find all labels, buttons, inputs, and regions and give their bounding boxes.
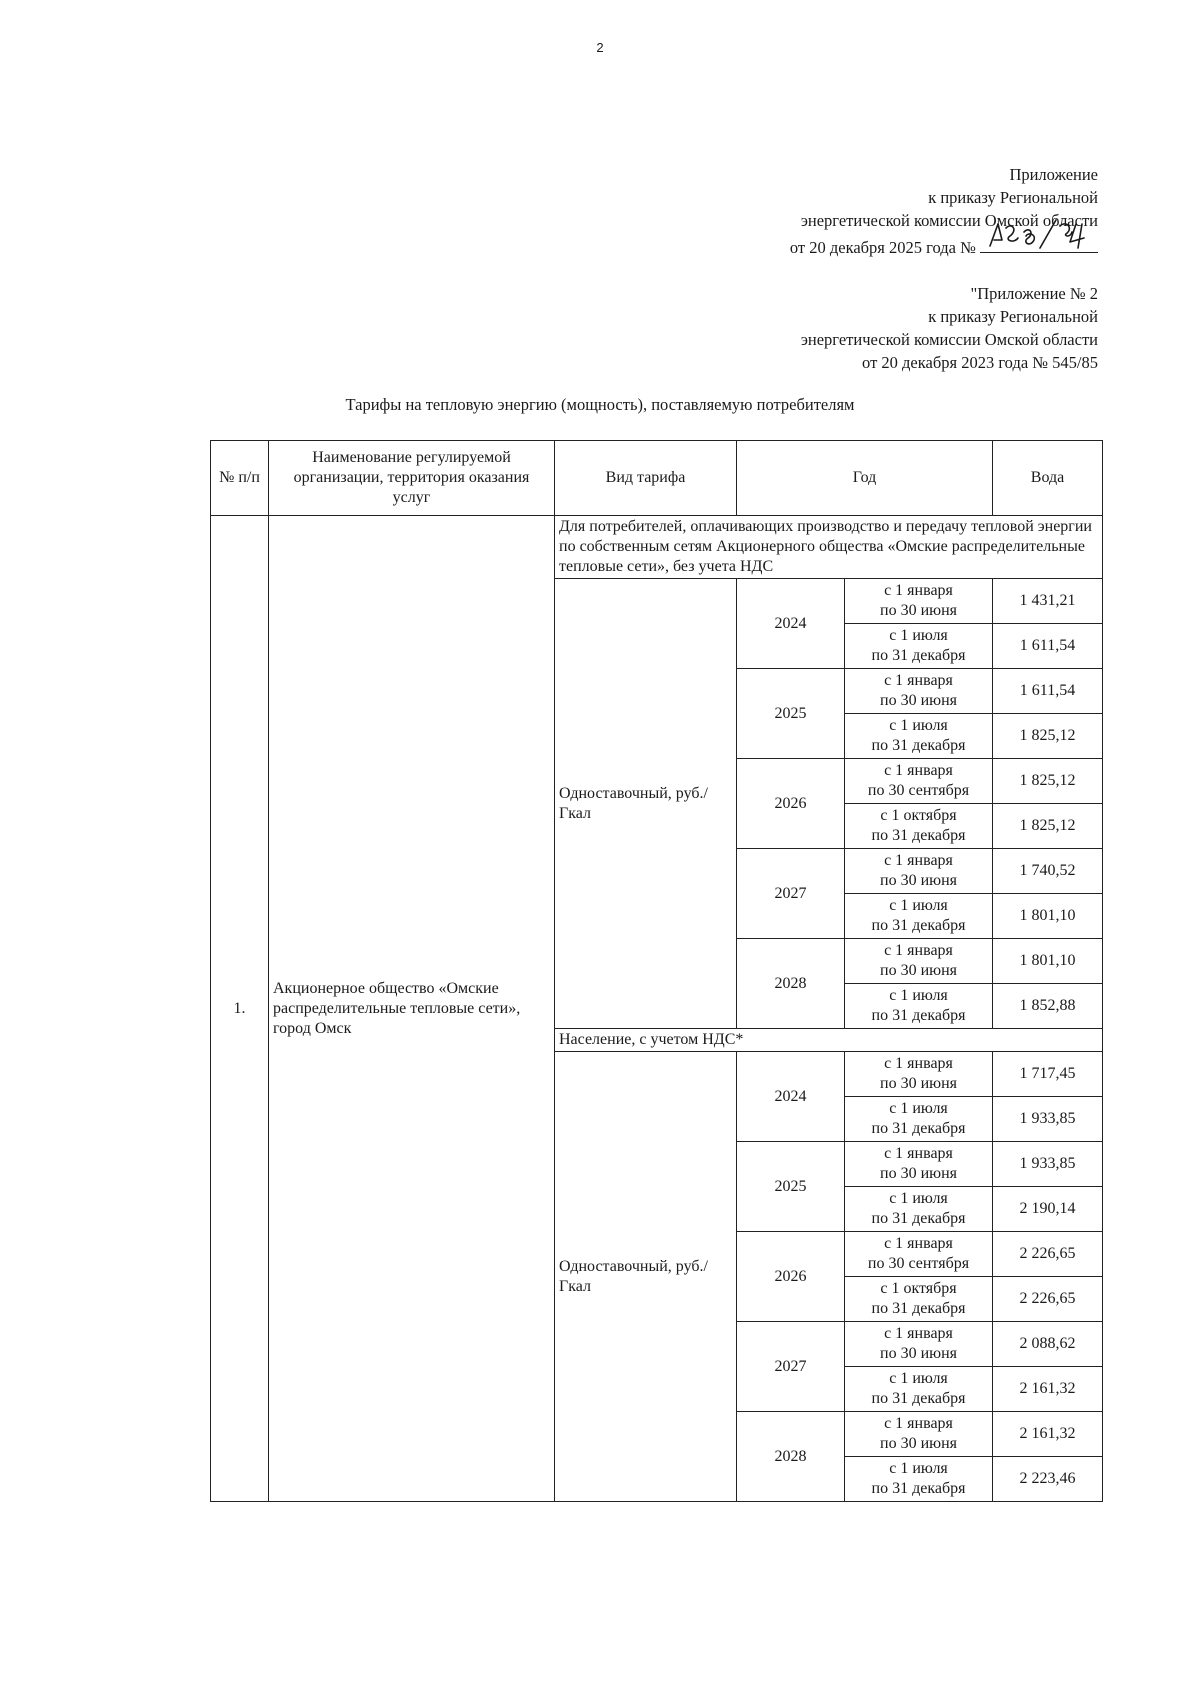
period-from: с 1 января	[884, 852, 953, 869]
period-to: по 30 июня	[880, 1435, 957, 1452]
appendix-date-prefix: от 20 декабря 2025 года №	[789, 238, 976, 257]
period-to: по 31 декабря	[871, 1390, 966, 1407]
period-from: с 1 июля	[889, 717, 948, 734]
tariff-table	[210, 440, 1103, 1502]
period-cell	[845, 624, 993, 669]
period-cell	[845, 894, 993, 939]
period-cell	[845, 1412, 993, 1457]
period-from: с 1 октября	[880, 807, 957, 824]
period-from: с 1 января	[884, 1145, 953, 1162]
tariff-table-body	[211, 516, 1103, 1502]
tariff-value-cell: 1 825,12	[993, 714, 1103, 759]
period-to: по 31 декабря	[871, 1120, 966, 1137]
period-cell	[845, 1457, 993, 1502]
period-from: с 1 октября	[880, 1280, 957, 1297]
period-from: с 1 января	[884, 582, 953, 599]
period-cell	[845, 1232, 993, 1277]
tariff-value-cell: 2 226,65	[993, 1232, 1103, 1277]
period-from: с 1 января	[884, 942, 953, 959]
period-to: по 31 декабря	[871, 1300, 966, 1317]
period-from: с 1 января	[884, 762, 953, 779]
period-from: с 1 января	[884, 1235, 953, 1252]
header-year: Год	[737, 441, 993, 516]
header-kind: Вид тарифа	[555, 441, 737, 516]
period-cell	[845, 759, 993, 804]
period-to: по 30 сентября	[867, 782, 970, 799]
consumer-group-label: Население, с учетом НДС*	[555, 1029, 1103, 1052]
tariff-kind-cell: Одноставочный, руб./Гкал	[555, 579, 737, 1029]
period-cell	[845, 714, 993, 759]
period-to: по 31 декабря	[871, 1007, 966, 1024]
period-cell	[845, 984, 993, 1029]
appendix-line: Приложение	[1009, 165, 1098, 184]
period-cell	[845, 939, 993, 984]
tariff-value-cell: 1 611,54	[993, 624, 1103, 669]
period-cell	[845, 1367, 993, 1412]
period-from: с 1 июля	[889, 627, 948, 644]
period-cell	[845, 849, 993, 894]
period-from: с 1 июля	[889, 1100, 948, 1117]
period-to: по 31 декабря	[871, 1210, 966, 1227]
period-from: с 1 января	[884, 1415, 953, 1432]
tariff-value-cell: 1 933,85	[993, 1142, 1103, 1187]
period-to: по 30 июня	[880, 602, 957, 619]
period-from: с 1 января	[884, 1325, 953, 1342]
appendix-header-new	[790, 163, 1098, 259]
appendix-line: энергетической комиссии Омской области	[800, 330, 1098, 349]
period-cell	[845, 1052, 993, 1097]
header-num: № п/п	[211, 441, 269, 516]
period-cell	[845, 804, 993, 849]
year-cell: 2028	[737, 939, 845, 1029]
period-from: с 1 января	[884, 1055, 953, 1072]
period-cell	[845, 1277, 993, 1322]
handwritten-signature-icon	[984, 218, 1094, 252]
period-to: по 31 декабря	[871, 917, 966, 934]
period-cell	[845, 1097, 993, 1142]
tariff-value-cell: 1 825,12	[993, 804, 1103, 849]
tariff-value-cell: 1 801,10	[993, 939, 1103, 984]
year-cell: 2026	[737, 1232, 845, 1322]
period-from: с 1 июля	[889, 1190, 948, 1207]
period-to: по 30 июня	[880, 1165, 957, 1182]
period-from: с 1 июля	[889, 1460, 948, 1477]
table-header-row	[211, 441, 1103, 516]
appendix-header-old	[801, 282, 1098, 374]
period-from: с 1 июля	[889, 1370, 948, 1387]
tariff-value-cell: 2 088,62	[993, 1322, 1103, 1367]
consumer-group-label: Для потребителей, оплачивающих производство и передачу тепловой энергии по собственным сетям Акционерного общества «Омские распределительные тепловые сети», без учета НДС	[555, 516, 1103, 579]
tariff-value-cell: 1 717,45	[993, 1052, 1103, 1097]
period-from: с 1 июля	[889, 897, 948, 914]
tariff-value-cell: 2 161,32	[993, 1367, 1103, 1412]
year-cell: 2028	[737, 1412, 845, 1502]
tariff-value-cell: 1 933,85	[993, 1097, 1103, 1142]
year-cell: 2027	[737, 849, 845, 939]
period-to: по 30 июня	[880, 872, 957, 889]
tariff-value-cell: 2 161,32	[993, 1412, 1103, 1457]
year-cell: 2027	[737, 1322, 845, 1412]
period-cell	[845, 579, 993, 624]
period-from: с 1 июля	[889, 987, 948, 1004]
tariff-value-cell: 1 611,54	[993, 669, 1103, 714]
appendix-line: энергетической комиссии Омской области	[800, 211, 1098, 230]
tariff-value-cell: 1 740,52	[993, 849, 1103, 894]
appendix-date-line	[790, 232, 1098, 259]
appendix-line: к приказу Региональной	[928, 188, 1098, 207]
row-number-cell: 1.	[211, 516, 269, 1502]
year-cell: 2025	[737, 1142, 845, 1232]
tariff-value-cell: 1 825,12	[993, 759, 1103, 804]
period-from: с 1 января	[884, 672, 953, 689]
organization-name-cell: Акционерное общество «Омские распределительные тепловые сети», город Омск	[269, 516, 555, 1502]
handwritten-order-number	[980, 232, 1098, 253]
tariff-value-cell: 2 223,46	[993, 1457, 1103, 1502]
header-water: Вода	[993, 441, 1103, 516]
period-cell	[845, 1322, 993, 1367]
tariff-value-cell: 1 852,88	[993, 984, 1103, 1029]
period-to: по 31 декабря	[871, 737, 966, 754]
appendix-line: "Приложение № 2	[970, 284, 1098, 303]
period-cell	[845, 669, 993, 714]
period-to: по 30 июня	[880, 1075, 957, 1092]
year-cell: 2026	[737, 759, 845, 849]
year-cell: 2024	[737, 579, 845, 669]
tariff-kind-cell: Одноставочный, руб./Гкал	[555, 1052, 737, 1502]
period-to: по 31 декабря	[871, 647, 966, 664]
year-cell: 2025	[737, 669, 845, 759]
period-cell	[845, 1187, 993, 1232]
tariff-value-cell: 1 431,21	[993, 579, 1103, 624]
tariff-value-cell: 2 226,65	[993, 1277, 1103, 1322]
tariff-value-cell: 2 190,14	[993, 1187, 1103, 1232]
table-group-row	[211, 516, 1103, 579]
appendix-line: от 20 декабря 2023 года № 545/85	[862, 353, 1098, 372]
page-number: 2	[596, 40, 604, 55]
document-title: Тарифы на тепловую энергию (мощность), поставляемую потребителям	[345, 395, 855, 414]
header-org: Наименование регулируемой организации, территория оказания услуг	[269, 441, 555, 516]
tariff-value-cell: 1 801,10	[993, 894, 1103, 939]
period-cell	[845, 1142, 993, 1187]
period-to: по 30 июня	[880, 692, 957, 709]
period-to: по 30 июня	[880, 1345, 957, 1362]
period-to: по 30 сентября	[867, 1255, 970, 1272]
year-cell: 2024	[737, 1052, 845, 1142]
period-to: по 31 декабря	[871, 827, 966, 844]
appendix-line: к приказу Региональной	[928, 307, 1098, 326]
period-to: по 30 июня	[880, 962, 957, 979]
period-to: по 31 декабря	[871, 1480, 966, 1497]
